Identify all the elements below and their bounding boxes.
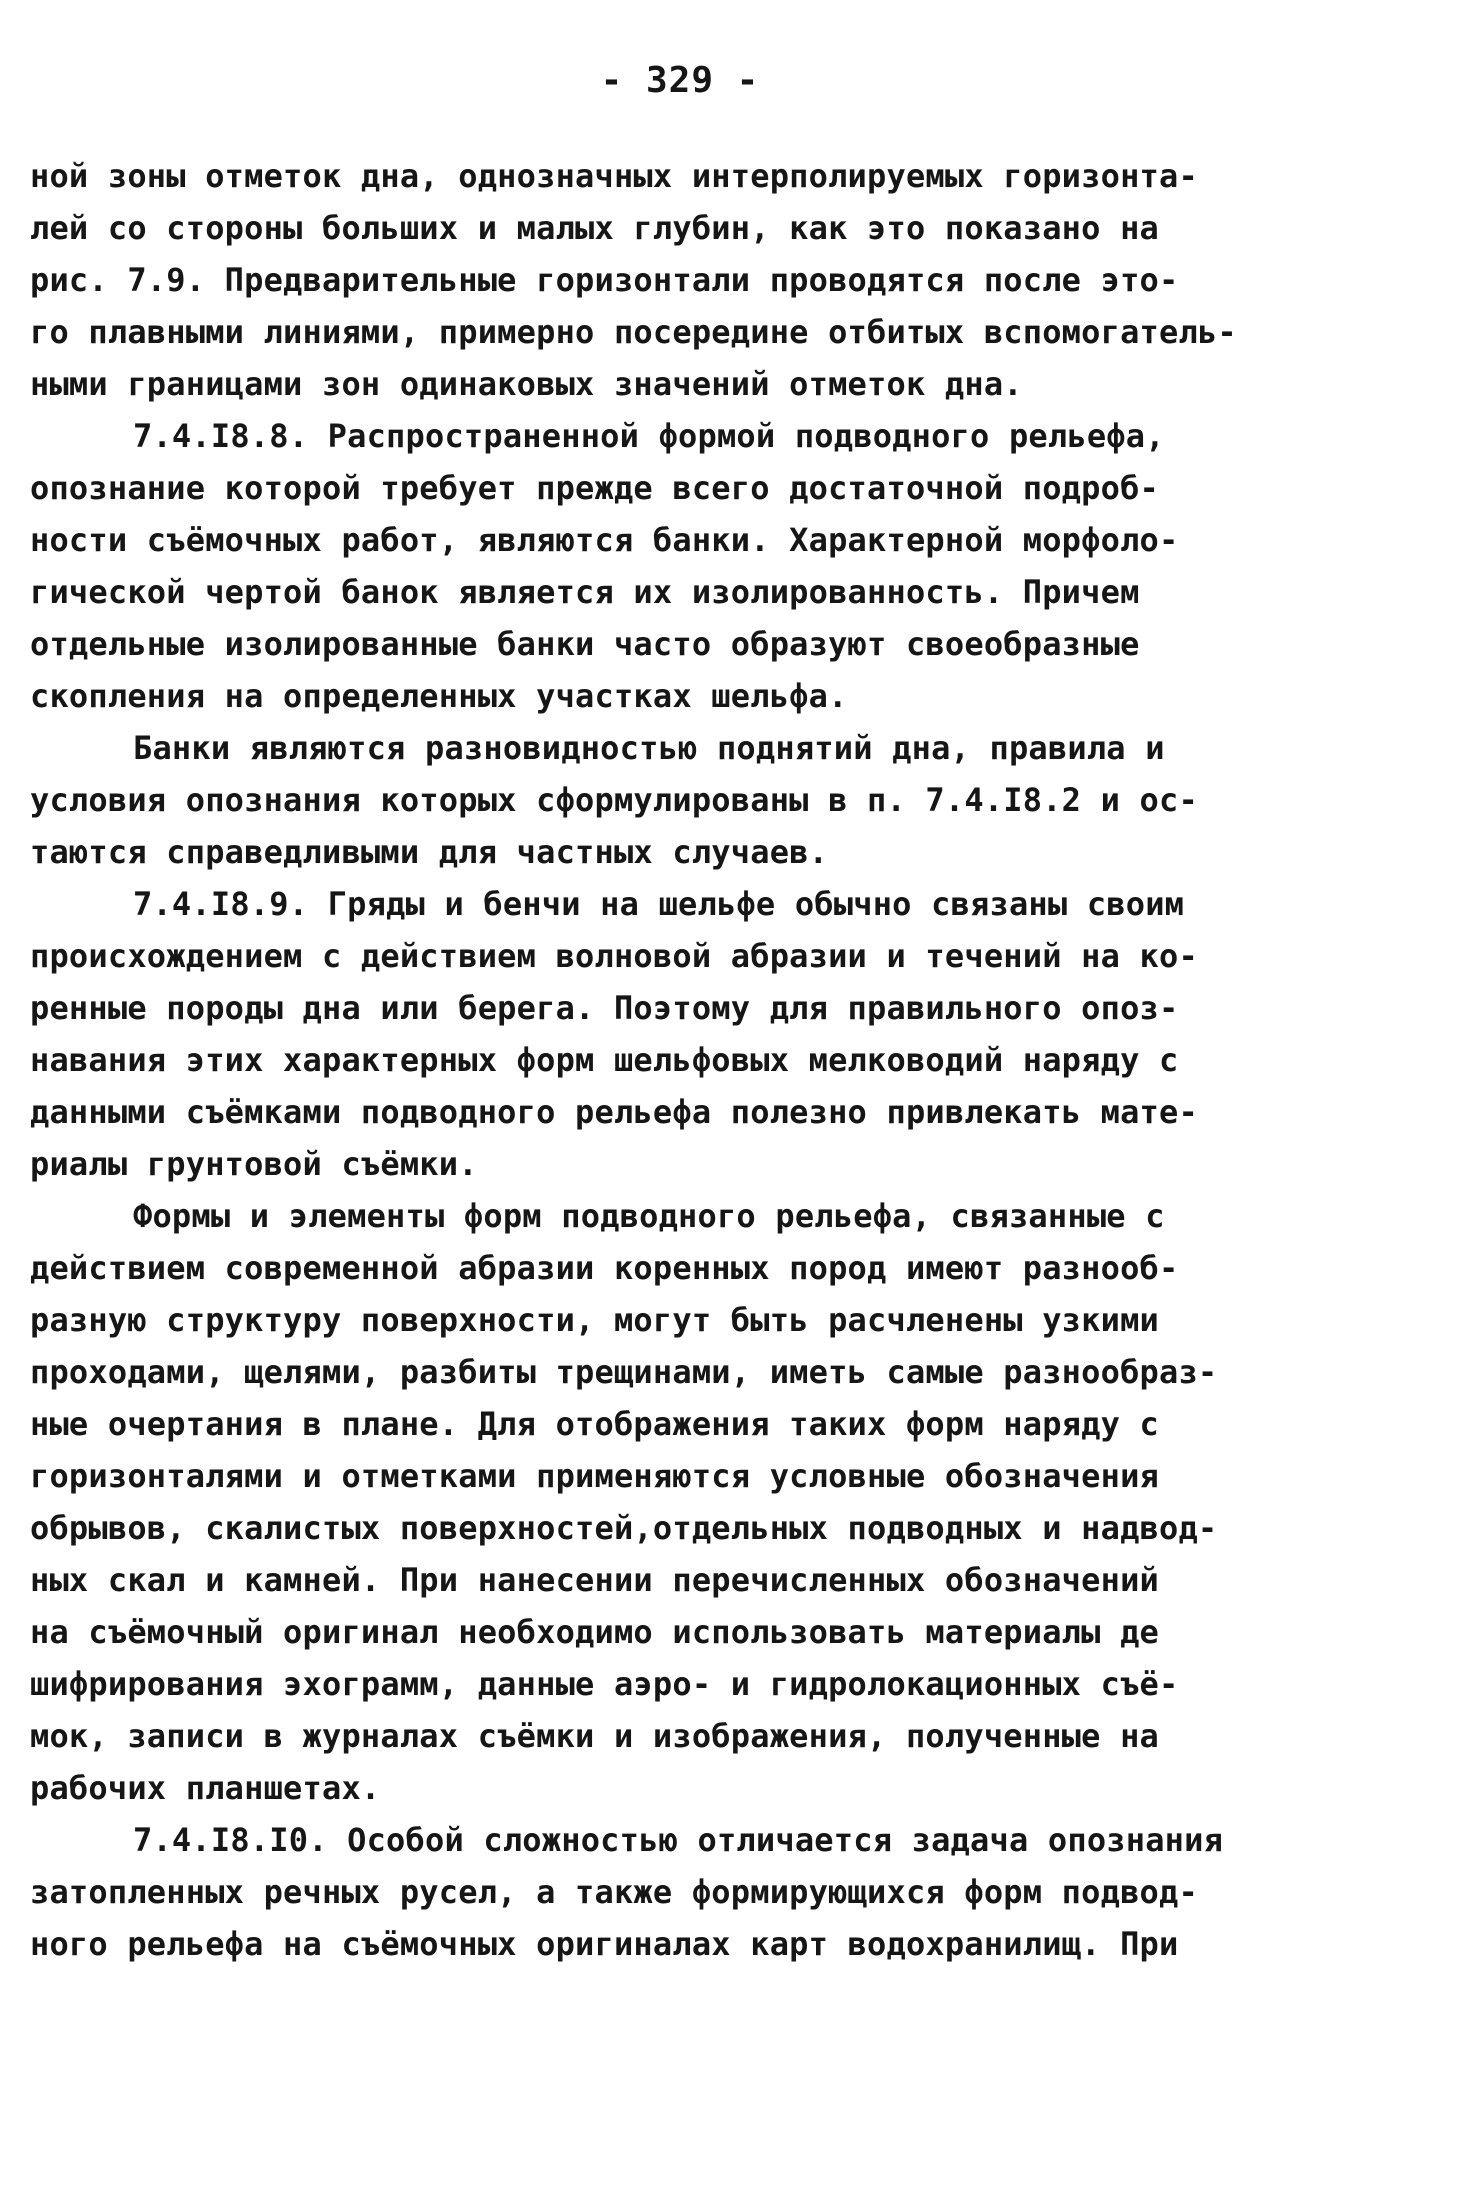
text-line: происхождением с действием волновой абразии и течений на ко- [30, 937, 1198, 975]
text-line: ности съёмочных работ, являются банки. Характерной морфоло- [30, 521, 1179, 559]
text-line: риалы грунтовой съёмки. [30, 1145, 478, 1183]
text-line: разную структуру поверхности, могут быть расчленены узкими [30, 1301, 1160, 1339]
text-line: рис. 7.9. Предварительные горизонтали проводятся после это- [30, 261, 1179, 299]
text-line: лей со стороны больших и малых глубин, как это показано на [30, 209, 1160, 247]
text-line: ной зоны отметок дна, однозначных интерполируемых горизонта- [30, 157, 1198, 195]
text-line: на съёмочный оригинал необходимо использовать материалы де [30, 1613, 1160, 1651]
text-line: действием современной абразии коренных пород имеют разнооб- [30, 1249, 1179, 1287]
paragraph-first-line: 7.4.I8.8. Распространенной формой подводного рельефа, [133, 417, 1165, 455]
text-line: условия опознания которых сформулированы в п. 7.4.I8.2 и ос- [30, 781, 1198, 819]
paragraph-first-line: 7.4.I8.9. Гряды и бенчи на шельфе обычно связаны своим [133, 885, 1185, 923]
text-line: ные очертания в плане. Для отображения таких форм наряду с [30, 1405, 1160, 1443]
paragraph-first-line: Формы и элементы форм подводного рельефа, связанные с [133, 1197, 1165, 1235]
text-line: навания этих характерных форм шельфовых мелководий наряду с [30, 1041, 1179, 1079]
text-line: го плавными линиями, примерно посередине отбитых вспомогатель- [30, 313, 1237, 351]
text-line: горизонталями и отметками применяются условные обозначения [30, 1457, 1160, 1495]
paragraph-first-line: Банки являются разновидностью поднятий дна, правила и [133, 729, 1165, 767]
text-line: обрывов, скалистых поверхностей,отдельных подводных и надвод- [30, 1509, 1218, 1547]
text-line: ными границами зон одинаковых значений отметок дна. [30, 365, 1023, 403]
page-number: - 329 - [600, 60, 760, 101]
text-line: ных скал и камней. При нанесении перечисленных обозначений [30, 1561, 1160, 1599]
text-line: таются справедливыми для частных случаев. [30, 833, 829, 871]
text-line: скопления на определенных участках шельфа. [30, 677, 848, 715]
text-line: отдельные изолированные банки часто образуют своеобразные [30, 625, 1140, 663]
text-line: затопленных речных русел, а также формирующихся форм подвод- [30, 1873, 1198, 1911]
text-line: данными съёмками подводного рельефа полезно привлекать мате- [30, 1093, 1198, 1131]
paragraph-first-line: 7.4.I8.I0. Особой сложностью отличается задача опознания [133, 1821, 1224, 1859]
text-line: ренные породы дна или берега. Поэтому для правильного опоз- [30, 989, 1179, 1027]
text-line: гической чертой банок является их изолированность. Причем [30, 573, 1140, 611]
text-line: ного рельефа на съёмочных оригиналах карт водохранилищ. При [30, 1925, 1179, 1963]
text-line: рабочих планшетах. [30, 1769, 381, 1807]
text-line: шифрирования эхограмм, данные аэро- и гидролокационных съё- [30, 1665, 1179, 1703]
text-line: опознание которой требует прежде всего достаточной подроб- [30, 469, 1160, 507]
text-line: проходами, щелями, разбиты трещинами, иметь самые разнообраз- [30, 1353, 1218, 1391]
text-line: мок, записи в журналах съёмки и изображения, полученные на [30, 1717, 1160, 1755]
